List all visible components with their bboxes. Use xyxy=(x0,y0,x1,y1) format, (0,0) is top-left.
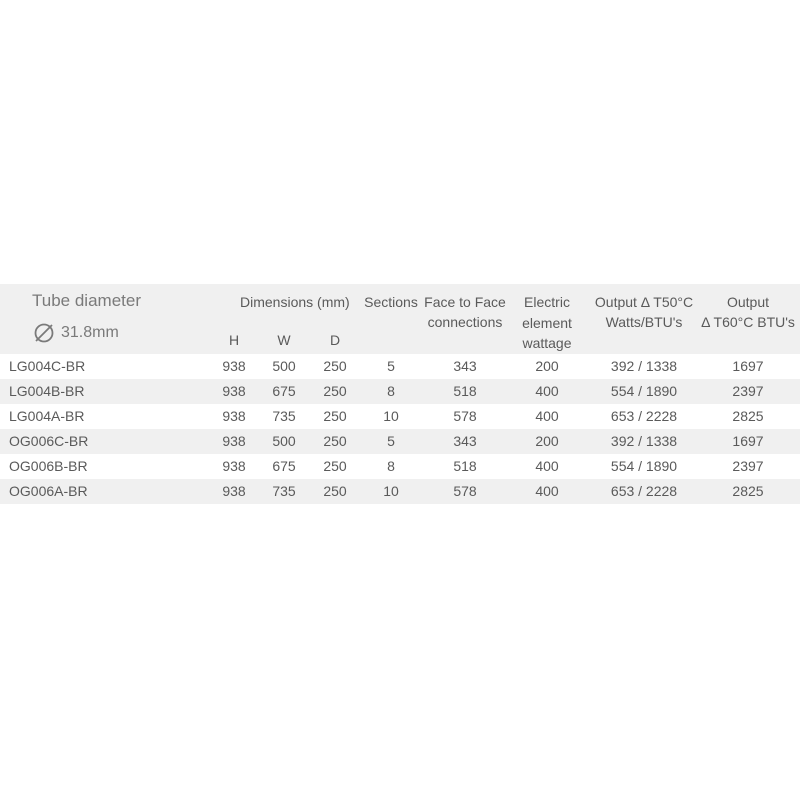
wattage-cell: 400 xyxy=(535,408,559,424)
width-cell: 735 xyxy=(272,408,296,424)
depth-cell: 250 xyxy=(323,358,347,374)
sections-cell: 5 xyxy=(387,433,395,449)
output-t50-cell: 392 / 1338 xyxy=(610,433,678,449)
electric-header-line3: wattage xyxy=(522,335,572,351)
width-cell: 675 xyxy=(272,383,296,399)
model-cell: LG004A-BR xyxy=(9,408,85,424)
spec-table xyxy=(0,284,800,504)
table-row xyxy=(0,429,800,454)
height-cell: 938 xyxy=(222,383,246,399)
output-t60-header-line1: Output xyxy=(726,294,770,310)
wattage-cell: 400 xyxy=(535,483,559,499)
depth-header: D xyxy=(329,332,341,348)
output-t50-cell: 392 / 1338 xyxy=(610,358,678,374)
width-header: W xyxy=(277,332,291,348)
table-row xyxy=(0,379,800,404)
output-t50-cell: 554 / 1890 xyxy=(610,383,678,399)
face-to-face-cell: 518 xyxy=(453,383,477,399)
output-t50-header-line2: Watts/BTU's xyxy=(605,314,683,330)
sections-cell: 10 xyxy=(383,483,399,499)
height-cell: 938 xyxy=(222,408,246,424)
face-to-face-cell: 343 xyxy=(453,358,477,374)
tube-diameter-title: Tube diameter xyxy=(32,291,141,310)
sections-cell: 8 xyxy=(387,383,395,399)
output-t60-cell: 1697 xyxy=(732,433,764,449)
height-header: H xyxy=(228,332,240,348)
table-row xyxy=(0,404,800,429)
height-cell: 938 xyxy=(222,358,246,374)
height-cell: 938 xyxy=(222,433,246,449)
table-body xyxy=(0,354,800,504)
output-t60-cell: 2825 xyxy=(732,408,764,424)
model-cell: LG004C-BR xyxy=(9,358,86,374)
model-cell: OG006C-BR xyxy=(9,433,89,449)
table-header xyxy=(0,284,800,354)
wattage-cell: 200 xyxy=(535,433,559,449)
output-t60-cell: 2397 xyxy=(732,458,764,474)
height-cell: 938 xyxy=(222,458,246,474)
face-to-face-cell: 578 xyxy=(453,408,477,424)
electric-header-line2: element xyxy=(522,315,572,331)
table-row xyxy=(0,354,800,379)
tube-diameter-value-group xyxy=(33,322,119,344)
width-cell: 735 xyxy=(272,483,296,499)
depth-cell: 250 xyxy=(323,383,347,399)
output-t60-cell: 2397 xyxy=(732,383,764,399)
width-cell: 675 xyxy=(272,458,296,474)
face-to-face-header-line1: Face to Face xyxy=(424,294,506,310)
depth-cell: 250 xyxy=(323,433,347,449)
output-t60-cell: 1697 xyxy=(732,358,764,374)
wattage-cell: 400 xyxy=(535,383,559,399)
output-t50-cell: 554 / 1890 xyxy=(610,458,678,474)
model-cell: LG004B-BR xyxy=(9,383,85,399)
output-t50-cell: 653 / 2228 xyxy=(610,408,678,424)
table-row xyxy=(0,454,800,479)
output-t60-cell: 2825 xyxy=(732,483,764,499)
wattage-cell: 200 xyxy=(535,358,559,374)
width-cell: 500 xyxy=(272,358,296,374)
width-cell: 500 xyxy=(272,433,296,449)
face-to-face-cell: 518 xyxy=(453,458,477,474)
height-cell: 938 xyxy=(222,483,246,499)
face-to-face-cell: 578 xyxy=(453,483,477,499)
depth-cell: 250 xyxy=(323,458,347,474)
output-t50-header-line1: Output Δ T50°C xyxy=(594,294,694,310)
diameter-icon xyxy=(33,322,55,344)
model-cell: OG006A-BR xyxy=(9,483,88,499)
depth-cell: 250 xyxy=(323,483,347,499)
output-t50-cell: 653 / 2228 xyxy=(610,483,678,499)
tube-diameter-value: 31.8mm xyxy=(61,324,119,341)
output-t60-header-line2: Δ T60°C BTU's xyxy=(701,314,795,330)
face-to-face-cell: 343 xyxy=(453,433,477,449)
depth-cell: 250 xyxy=(323,408,347,424)
table-row xyxy=(0,479,800,504)
sections-cell: 8 xyxy=(387,458,395,474)
sections-cell: 10 xyxy=(383,408,399,424)
electric-header-line1: Electric xyxy=(524,294,570,310)
wattage-cell: 400 xyxy=(535,458,559,474)
face-to-face-header-line2: connections xyxy=(427,314,503,330)
dimensions-header: Dimensions (mm) xyxy=(240,294,350,310)
sections-cell: 5 xyxy=(387,358,395,374)
sections-header: Sections xyxy=(364,294,418,310)
model-cell: OG006B-BR xyxy=(9,458,88,474)
